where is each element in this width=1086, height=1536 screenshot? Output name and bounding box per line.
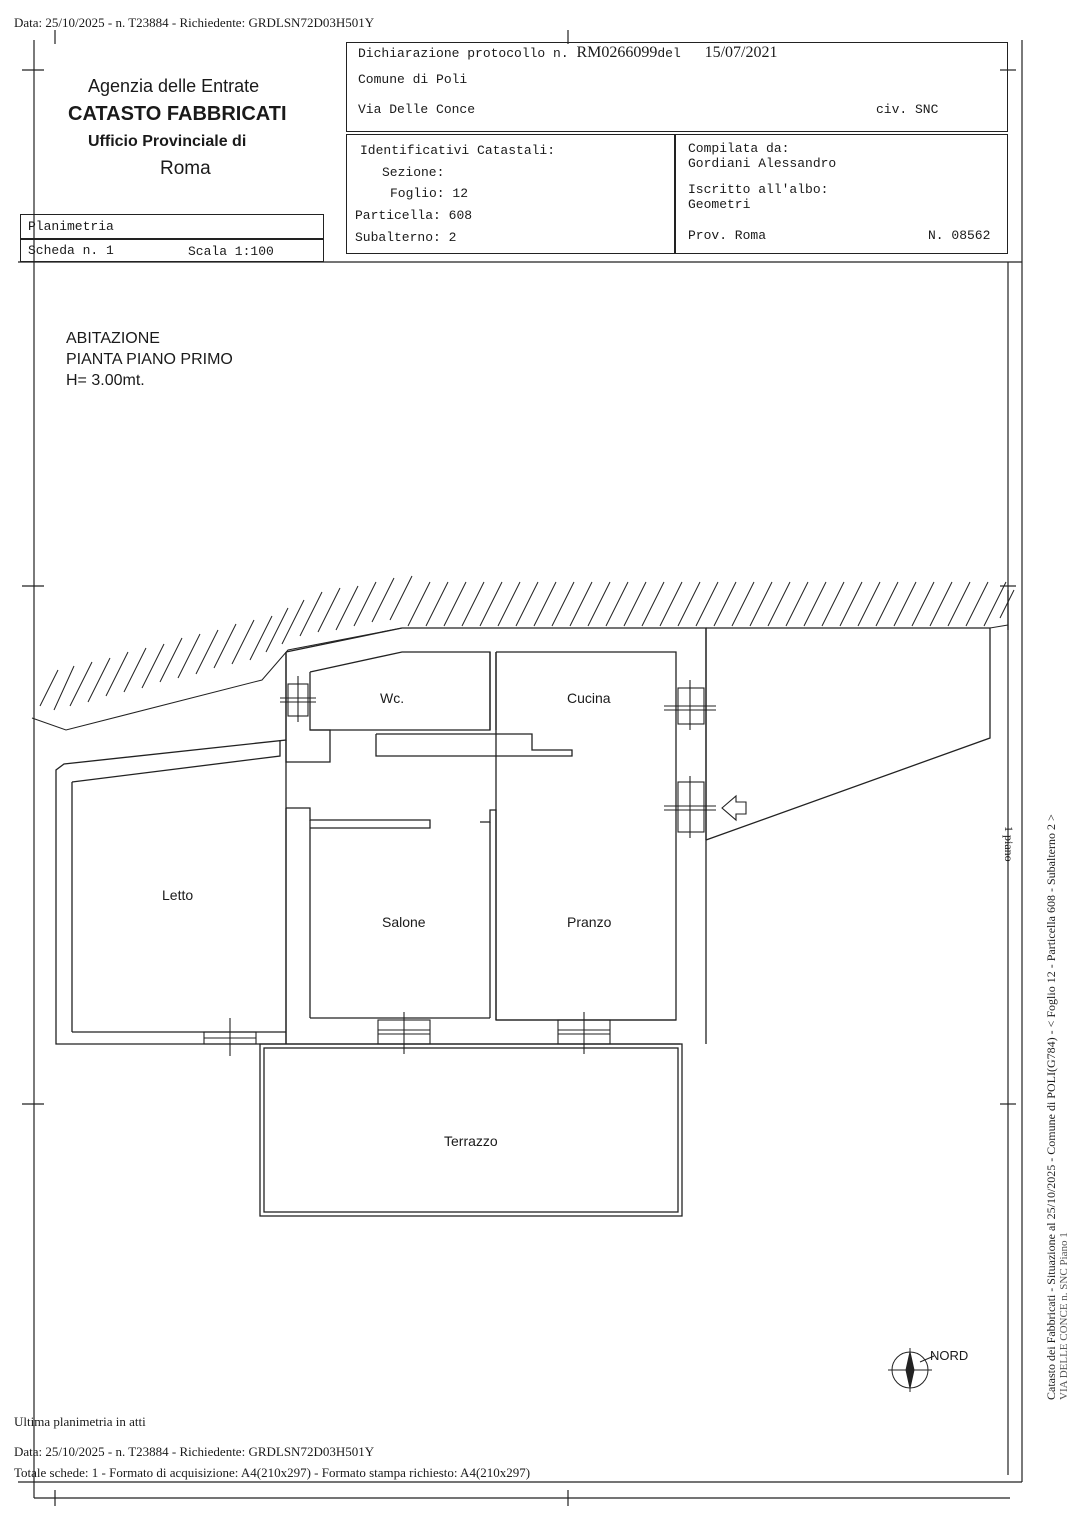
top-request-line: Data: 25/10/2025 - n. T23884 - Richiedente: GRDLSN72D03H501Y (14, 15, 375, 30)
protocol-del: del (657, 46, 681, 61)
side-address-text: VIA DELLE CONCE n. SNC Piano 1 (1058, 1232, 1070, 1400)
planimetria-divider (20, 238, 324, 240)
protocol-date: 15/07/2021 (704, 44, 778, 61)
prov-value: Prov. Roma (688, 228, 767, 243)
footer-ultima: Ultima planimetria in atti (14, 1414, 146, 1429)
agency-dept: CATASTO FABBRICATI (68, 103, 287, 125)
comune: Comune di Poli (358, 72, 468, 87)
footer-totale: Totale schede: 1 - Formato di acquisizione: A4(210x297) - Formato stampa richiesto: A4(210x297) (14, 1465, 531, 1480)
protocol-prefix: Dichiarazione protocollo n. (358, 46, 569, 61)
scheda: Scheda n. 1 (28, 243, 114, 258)
particella-row (355, 208, 472, 223)
subalterno-value: 2 (448, 230, 457, 245)
particella-label: Particella: (355, 208, 441, 223)
scala: Scala 1:100 (188, 244, 274, 259)
foglio-value: 12 (452, 186, 469, 201)
iscritto-label: Iscritto all'albo: (688, 182, 829, 197)
room-salone: Salone (382, 914, 426, 930)
room-wc: Wc. (380, 690, 405, 706)
subalterno-label: Subalterno: (355, 230, 441, 245)
agency-office: Ufficio Provinciale di (88, 133, 247, 150)
plan-title (66, 328, 233, 391)
footer-data: Data: 25/10/2025 - n. T23884 - Richiedente: GRDLSN72D03H501Y (14, 1444, 375, 1459)
identifiers-title: Identificativi Catastali: (360, 143, 556, 158)
agency-name: Agenzia delle Entrate (88, 76, 260, 96)
protocol-line (358, 44, 777, 62)
foglio-label: Foglio: (390, 186, 445, 201)
foglio-row (390, 186, 468, 201)
via: Via Delle Conce (358, 102, 476, 117)
room-cucina: Cucina (567, 690, 611, 706)
identifiers-divider (674, 134, 676, 254)
room-terrazzo: Terrazzo (444, 1133, 498, 1149)
agency-city: Roma (160, 158, 211, 179)
protocol-number: RM0266099 (576, 44, 658, 61)
albo-number: N. 08562 (928, 228, 991, 243)
civ: civ. SNC (876, 102, 939, 117)
compilata-name: Gordiani Alessandro (688, 156, 837, 171)
north-label: NORD (930, 1348, 969, 1363)
room-pranzo: Pranzo (567, 914, 612, 930)
side-status-text: Catasto dei Fabbricati - Situazione al 25/10/2025 - Comune di POLI(G784) - < Foglio 12 - Particella 608 - Subalterno 2 > (1044, 814, 1058, 1400)
side-stamp: 1 piano (1002, 826, 1016, 862)
planimetria-title: Planimetria (28, 219, 114, 234)
plan-title-line3: H= 3.00mt. (66, 372, 145, 389)
plan-title-line2: PIANTA PIANO PRIMO (66, 351, 233, 368)
north-compass-icon (888, 1348, 934, 1392)
plan-title-line1: ABITAZIONE (66, 330, 160, 347)
albo-value: Geometri (688, 197, 751, 212)
room-letto: Letto (162, 887, 194, 903)
compilata-label: Compilata da: (688, 141, 790, 156)
subalterno-row (355, 230, 456, 245)
sezione-label: Sezione: (382, 165, 445, 180)
particella-value: 608 (448, 208, 473, 223)
